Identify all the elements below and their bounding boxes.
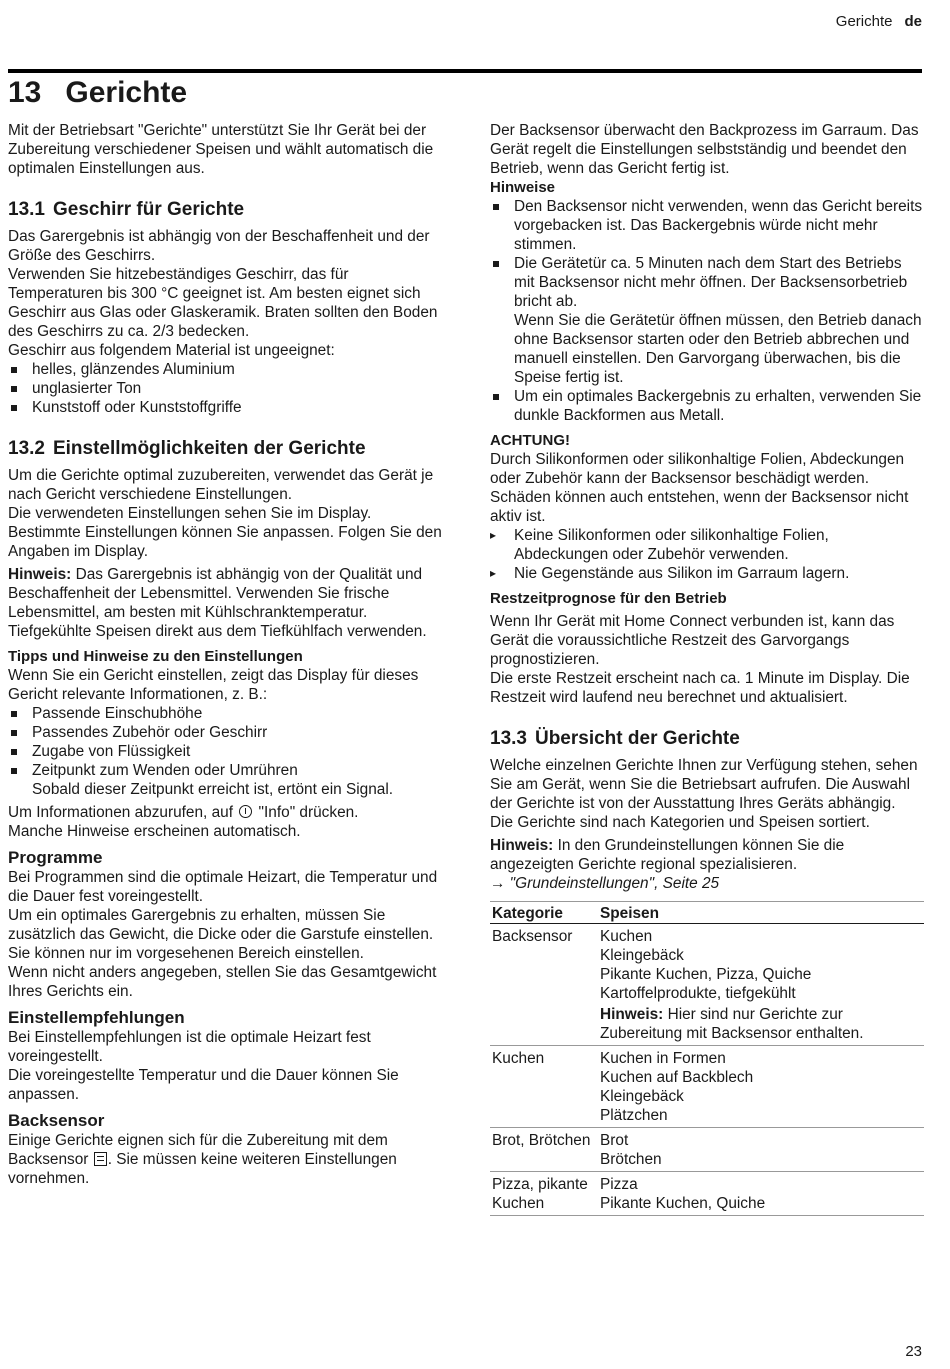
dish-item: Pizza xyxy=(600,1176,638,1193)
section-title: Übersicht der Gerichte xyxy=(534,728,740,749)
table-note xyxy=(600,1005,924,1043)
dish-item: Brötchen xyxy=(600,1151,662,1168)
list-item: Um ein optimales Backergebnis zu erhalten, verwenden Sie dunkle Backformen aus Metall. xyxy=(490,387,924,425)
paragraph: Geschirr aus folgendem Material ist ungeeignet: xyxy=(8,342,335,359)
list-item-subtext: Sobald dieser Zeitpunkt erreicht ist, ertönt ein Signal. xyxy=(32,781,394,798)
table-row xyxy=(490,1046,924,1128)
info-text: Manche Hinweise erscheinen automatisch. xyxy=(8,823,301,840)
table-row xyxy=(490,924,924,1046)
list-item: Zugabe von Flüssigkeit xyxy=(8,742,442,761)
paragraph: Wenn Sie ein Gericht einstellen, zeigt das Display für dieses Gericht relevante Informationen, z. B.: xyxy=(8,667,419,703)
section-title: Einstellmöglichkeiten der Gerichte xyxy=(52,438,366,459)
table-header-cell: Kategorie xyxy=(490,902,598,924)
paragraph: Wenn nicht anders angegeben, stellen Sie das Gesamtgewicht Ihres Gerichts ein. xyxy=(8,964,437,1000)
section-number: 13.3 xyxy=(490,728,527,749)
table-cell xyxy=(598,1128,924,1172)
dish-item: Kuchen in Formen xyxy=(600,1050,726,1067)
note-label: Hinweis: xyxy=(8,566,72,583)
info-text: "Info" drücken. xyxy=(254,804,359,821)
header-section: Gerichte xyxy=(835,13,893,30)
info-paragraph xyxy=(8,803,442,841)
table-cell: Pizza, pikante Kuchen xyxy=(490,1172,598,1216)
dish-item: Brot xyxy=(600,1132,629,1149)
intro-paragraph: Mit der Betriebsart "Gerichte" unterstützt Sie Ihr Gerät bei der Zubereitung verschiedener Speisen und wählt automatisch die optimalen Einstellungen aus. xyxy=(8,122,434,177)
table-cell xyxy=(598,1172,924,1216)
paragraph: Die voreingestellte Temperatur und die Dauer können Sie anpassen. xyxy=(8,1067,399,1103)
paragraph: Das Garergebnis ist abhängig von der Beschaffenheit und der Größe des Geschirrs. xyxy=(8,228,430,264)
paragraph: Die erste Restzeit erscheint nach ca. 1 Minute im Display. Die Restzeit wird laufend neu berechnet und aktualisiert. xyxy=(490,670,910,706)
note-text: Hier sind nur Gerichte zur Zubereitung mit Backsensor enthalten. xyxy=(600,1006,864,1042)
note-paragraph xyxy=(8,565,442,641)
chapter-number: 13 xyxy=(8,76,42,109)
backsensor-heading: Backsensor xyxy=(8,1111,105,1130)
section-number: 13.1 xyxy=(8,199,45,220)
right-column xyxy=(490,121,924,1216)
notes-list xyxy=(490,197,924,425)
dish-item: Kleingebäck xyxy=(600,947,684,964)
restzeit-heading: Restzeitprognose für den Betrieb xyxy=(490,590,727,607)
list-item: helles, glänzendes Aluminium xyxy=(8,360,442,379)
table-cell: Backsensor xyxy=(490,924,598,1046)
paragraph: Bei Einstellempfehlungen ist die optimale Heizart fest voreingestellt. xyxy=(8,1029,371,1065)
header-language: de xyxy=(904,13,922,30)
list-item: Passendes Zubehör oder Geschirr xyxy=(8,723,442,742)
note-label: Hinweis: xyxy=(490,837,554,854)
backsensor-text: Einige Gerichte eignen sich für die Zubereitung mit dem Backsensor xyxy=(8,1132,388,1168)
dish-item: Plätzchen xyxy=(600,1107,668,1124)
chapter-title xyxy=(8,76,187,110)
dish-item: Kuchen xyxy=(600,928,653,945)
list-item: unglasierter Ton xyxy=(8,379,442,398)
table-row xyxy=(490,1172,924,1216)
list-item-text: Die Gerätetür ca. 5 Minuten nach dem Start des Betriebs mit Backsensor nicht mehr öffnen. Der Backsensorbetrieb bricht ab. xyxy=(514,255,908,310)
table-cell: Brot, Brötchen xyxy=(490,1128,598,1172)
list-item: ▸ Keine Silikonformen oder silikonhaltige Folien, Abdeckungen oder Zubehör verwenden. xyxy=(490,526,924,564)
tips-list xyxy=(8,704,442,799)
paragraph: Um ein optimales Garergebnis zu erhalten, müssen Sie zusätzlich das Gewicht, die Dicke oder die Garstufe einstellen. Sie können nur im vorgesehenen Bereich einstellen. xyxy=(8,907,434,962)
section-13-2-heading xyxy=(8,438,442,460)
dish-item: Kleingebäck xyxy=(600,1088,684,1105)
section-13-3-heading xyxy=(490,728,924,750)
paragraph: Die verwendeten Einstellungen sehen Sie im Display. Bestimmte Einstellungen können Sie anpassen. Folgen Sie den Angaben im Display. xyxy=(8,505,442,560)
list-item: Kunststoff oder Kunststoffgriffe xyxy=(8,398,442,417)
table-row xyxy=(490,1128,924,1172)
warning-heading: ACHTUNG! xyxy=(490,432,570,449)
dish-item: Kartoffelprodukte, tiefgekühlt xyxy=(600,985,796,1002)
list-item: Passende Einschubhöhe xyxy=(8,704,442,723)
paragraph: Um die Gerichte optimal zuzubereiten, verwendet das Gerät je nach Gericht verschiedene Einstellungen. xyxy=(8,467,434,503)
warning-list xyxy=(490,526,924,583)
table-header-row xyxy=(490,902,924,924)
dishes-table xyxy=(490,901,924,1216)
section-title: Geschirr für Gerichte xyxy=(52,199,245,220)
paragraph: Der Backsensor überwacht den Backprozess im Garraum. Das Gerät regelt die Einstellungen selbstständig und beendet den Betrieb, wenn das Gericht fertig ist. xyxy=(490,122,919,177)
backsensor-icon xyxy=(94,1152,107,1166)
running-header xyxy=(836,12,922,31)
note-text: Das Garergebnis ist abhängig von der Qualität und Beschaffenheit der Lebensmittel. Verwenden Sie frische Lebensmittel, am besten mit Kühlschranktemperatur. Tiefgekühlte Speisen direkt aus dem Tiefkühlfach verwenden. xyxy=(8,566,427,640)
list-item-subtext: Wenn Sie die Gerätetür öffnen müssen, den Betrieb danach ohne Backsensor starten oder den Betrieb abbrechen und manuell einstellen. Den Garvorgang überwachen, bis die Speise fertig ist. xyxy=(514,312,922,386)
warning-paragraph: Durch Silikonformen oder silikonhaltige Folien, Abdeckungen oder Zubehör kann der Backsensor beschädigt werden. Schäden können auch entstehen, wenn der Backsensor nicht aktiv ist. xyxy=(490,451,909,525)
paragraph: Welche einzelnen Gerichte Ihnen zur Verfügung stehen, sehen Sie am Gerät, wenn Sie die Betriebsart aufrufen. Die Auswahl der Gerichte ist von der Ausstattung Ihres Geräts abhängig. xyxy=(490,757,918,812)
einstellempfehlungen-heading: Einstellempfehlungen xyxy=(8,1008,185,1027)
cross-reference-link[interactable]: → "Grundeinstellungen", Seite 25 xyxy=(490,875,720,892)
list-item xyxy=(8,761,442,799)
info-icon xyxy=(239,805,252,818)
note-text: In den Grundeinstellungen können Sie die angezeigten Gerichte regional spezialisieren. xyxy=(490,837,845,873)
table-cell xyxy=(598,1046,924,1128)
dish-item: Pikante Kuchen, Quiche xyxy=(600,1195,766,1212)
table-cell xyxy=(598,924,924,1046)
unsuitable-material-list xyxy=(8,360,442,417)
paragraph: Die Gerichte sind nach Kategorien und Speisen sortiert. xyxy=(490,814,870,831)
dish-item: Pikante Kuchen, Pizza, Quiche xyxy=(600,966,812,983)
notes-heading: Hinweise xyxy=(490,179,556,196)
chapter-title-text: Gerichte xyxy=(65,76,188,109)
note-paragraph xyxy=(490,836,924,874)
paragraph: Verwenden Sie hitzebeständiges Geschirr, das für Temperaturen bis 300 °C geeignet ist. Am besten eignet sich Geschirr aus Glas oder Glaskeramik. Braten sollten den Boden des Geschirrs zu ca. 2/3 bedecken. xyxy=(8,266,438,340)
dish-item: Kuchen auf Backblech xyxy=(600,1069,754,1086)
list-item xyxy=(490,254,924,387)
tips-heading: Tipps und Hinweise zu den Einstellungen xyxy=(8,648,303,665)
chapter-rule xyxy=(8,69,922,73)
table-header-cell: Speisen xyxy=(598,902,924,924)
programme-heading: Programme xyxy=(8,848,103,867)
list-item-text: Zeitpunkt zum Wenden oder Umrühren xyxy=(32,762,298,779)
note-label: Hinweis: xyxy=(600,1006,664,1023)
table-cell: Kuchen xyxy=(490,1046,598,1128)
paragraph: Wenn Ihr Gerät mit Home Connect verbunden ist, kann das Gerät die voraussichtliche Restzeit des Garvorgangs prognostizieren. xyxy=(490,613,895,668)
section-number: 13.2 xyxy=(8,438,45,459)
paragraph: Bei Programmen sind die optimale Heizart, die Temperatur und die Dauer fest voreingestellt. xyxy=(8,869,438,905)
left-column xyxy=(8,121,442,1188)
list-item: ▸ Nie Gegenstände aus Silikon im Garraum lagern. xyxy=(490,564,924,583)
backsensor-paragraph xyxy=(8,1131,442,1188)
section-13-1-heading xyxy=(8,199,442,221)
page-number: 23 xyxy=(905,1343,922,1360)
list-item: Den Backsensor nicht verwenden, wenn das Gericht bereits vorgebacken ist. Das Backergebnis würde nicht mehr stimmen. xyxy=(490,197,924,254)
backsensor-text: . Sie müssen keine weiteren Einstellungen vornehmen. xyxy=(8,1151,397,1187)
info-text: Um Informationen abzurufen, auf xyxy=(8,804,238,821)
